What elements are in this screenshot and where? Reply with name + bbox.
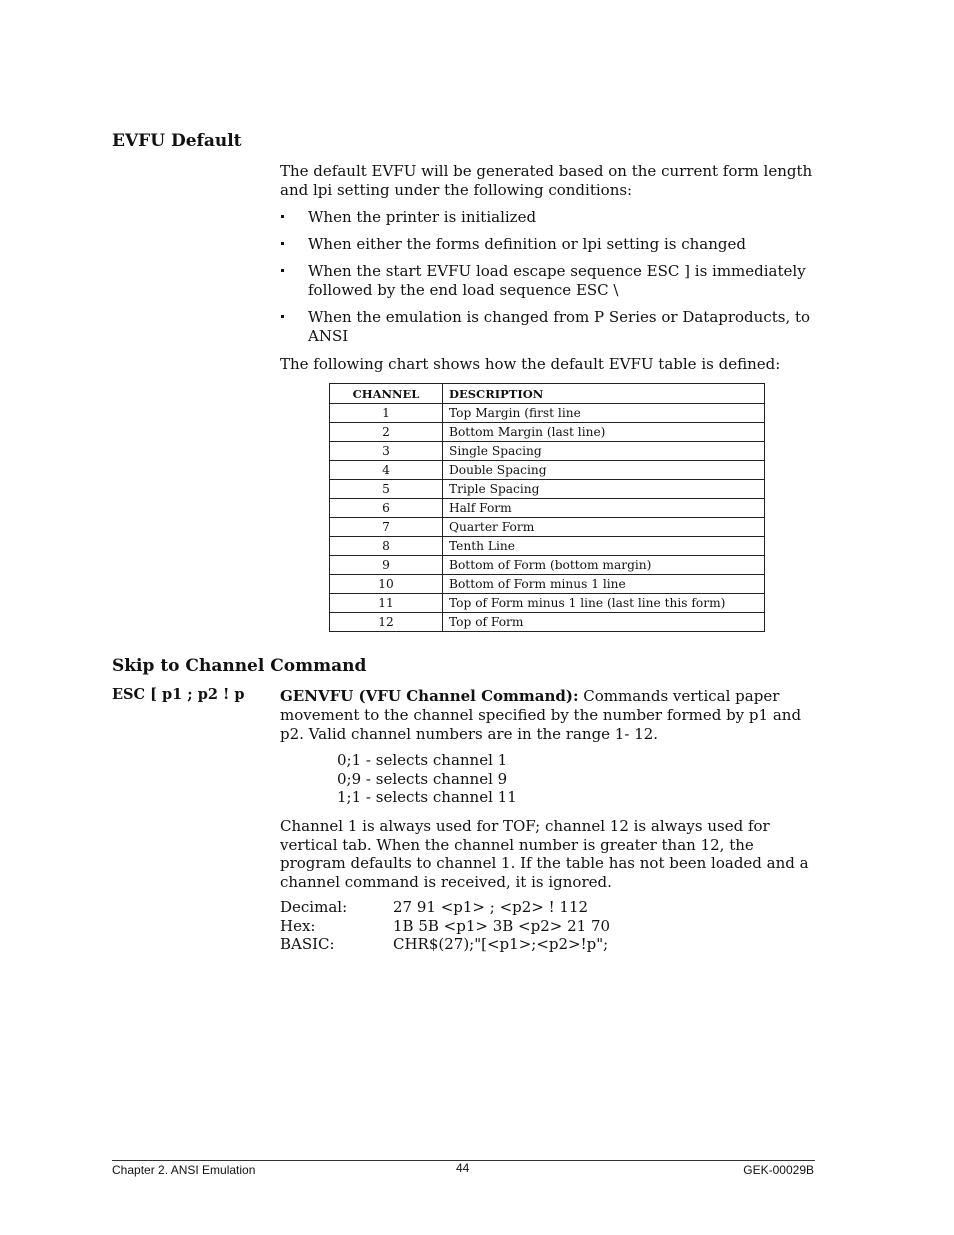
- evfu-conditions-list: [280, 208, 820, 354]
- code-value: 27 91 <p1> ; <p2> ! 112: [393, 898, 589, 916]
- channel-cell: 9: [330, 556, 443, 575]
- channel-cell: 7: [330, 518, 443, 537]
- description-cell: Single Spacing: [443, 442, 765, 461]
- channel-cell: 5: [330, 480, 443, 499]
- table-body: [330, 404, 765, 632]
- command-sequence: ESC [ p1 ; p2 ! p: [112, 686, 245, 703]
- bullet-icon: [281, 215, 284, 218]
- channel-cell: 10: [330, 575, 443, 594]
- code-row-decimal: [280, 898, 610, 917]
- example-line: 0;9 - selects channel 9: [337, 769, 508, 788]
- table-row: [330, 404, 765, 423]
- channel-cell: 8: [330, 537, 443, 556]
- footer-document-id: GEK-00029B: [743, 1163, 814, 1177]
- list-item: When either the forms definition or lpi setting is changed: [280, 235, 820, 254]
- code-label: Decimal:: [280, 898, 348, 916]
- bullet-icon: [281, 315, 284, 318]
- code-value: CHR$(27);"[<p1>;<p2>!p";: [393, 935, 609, 953]
- code-label: BASIC:: [280, 935, 335, 953]
- channel-examples: [337, 751, 517, 807]
- table-row: [330, 575, 765, 594]
- example-line: 1;1 - selects channel 11: [337, 788, 517, 806]
- channel-cell: 3: [330, 442, 443, 461]
- channel-note-paragraph: Channel 1 is always used for TOF; channel 12 is always used for vertical tab. When the channel number is greater than 12, the program defaults to channel 1. If the table has not been loaded and a channel command is received, it is ignored.: [280, 817, 809, 891]
- channel-cell: 12: [330, 613, 443, 632]
- page-number: 44: [456, 1161, 470, 1175]
- description-cell: Bottom of Form (bottom margin): [443, 556, 765, 575]
- section-heading-skip-to-channel: Skip to Channel Command: [112, 656, 367, 676]
- code-row-hex: [280, 917, 610, 936]
- channel-cell: 4: [330, 461, 443, 480]
- command-description-paragraph: [280, 687, 815, 744]
- code-row-basic: [280, 935, 610, 954]
- list-item: When the printer is initialized: [280, 208, 820, 227]
- table-row: [330, 423, 765, 442]
- list-item: When the start EVFU load escape sequence ESC ] is immediately followed by the end load sequence ESC \: [280, 262, 820, 300]
- table-row: [330, 613, 765, 632]
- code-listing: [280, 898, 610, 954]
- column-header-description: DESCRIPTION: [443, 384, 765, 404]
- description-cell: Top Margin (first line: [443, 404, 765, 423]
- command-description: Commands vertical paper movement to the channel specified by the number formed by p1 and p2. Valid channel numbers are in the range 1- 12.: [280, 687, 802, 743]
- table-row: [330, 461, 765, 480]
- description-cell: Triple Spacing: [443, 480, 765, 499]
- channel-cell: 2: [330, 423, 443, 442]
- code-value: 1B 5B <p1> 3B <p2> 21 70: [393, 916, 611, 935]
- table-row: [330, 518, 765, 537]
- command-title: GENVFU (VFU Channel Command):: [280, 687, 579, 705]
- table-row: [330, 480, 765, 499]
- column-header-channel: CHANNEL: [330, 384, 443, 404]
- description-cell: Half Form: [443, 499, 765, 518]
- channel-cell: 11: [330, 594, 443, 613]
- description-cell: Double Spacing: [443, 461, 765, 480]
- evfu-channel-table: [329, 383, 765, 632]
- table-row: [330, 594, 765, 613]
- chart-intro-paragraph: The following chart shows how the default EVFU table is defined:: [280, 355, 781, 373]
- channel-cell: 1: [330, 404, 443, 423]
- description-cell: Tenth Line: [443, 537, 765, 556]
- table-row: [330, 499, 765, 518]
- table-header-row: [330, 384, 765, 404]
- section-heading-evfu-default: EVFU Default: [112, 131, 242, 151]
- bullet-icon: [281, 269, 284, 272]
- description-cell: Top of Form minus 1 line (last line this form): [443, 594, 765, 613]
- table-row: [330, 537, 765, 556]
- list-item: When the emulation is changed from P Series or Dataproducts, to ANSI: [280, 308, 820, 346]
- bullet-icon: [281, 242, 284, 245]
- table-row: [330, 442, 765, 461]
- table-row: [330, 556, 765, 575]
- evfu-intro-paragraph: The default EVFU will be generated based on the current form length and lpi setting under the following conditions:: [280, 162, 813, 199]
- channel-cell: 6: [330, 499, 443, 518]
- description-cell: Top of Form: [443, 613, 765, 632]
- description-cell: Quarter Form: [443, 518, 765, 537]
- code-label: Hex:: [280, 916, 316, 935]
- example-line: 0;1 - selects channel 1: [337, 751, 508, 769]
- footer-chapter: Chapter 2. ANSI Emulation: [112, 1163, 256, 1177]
- description-cell: Bottom of Form minus 1 line: [443, 575, 765, 594]
- description-cell: Bottom Margin (last line): [443, 423, 765, 442]
